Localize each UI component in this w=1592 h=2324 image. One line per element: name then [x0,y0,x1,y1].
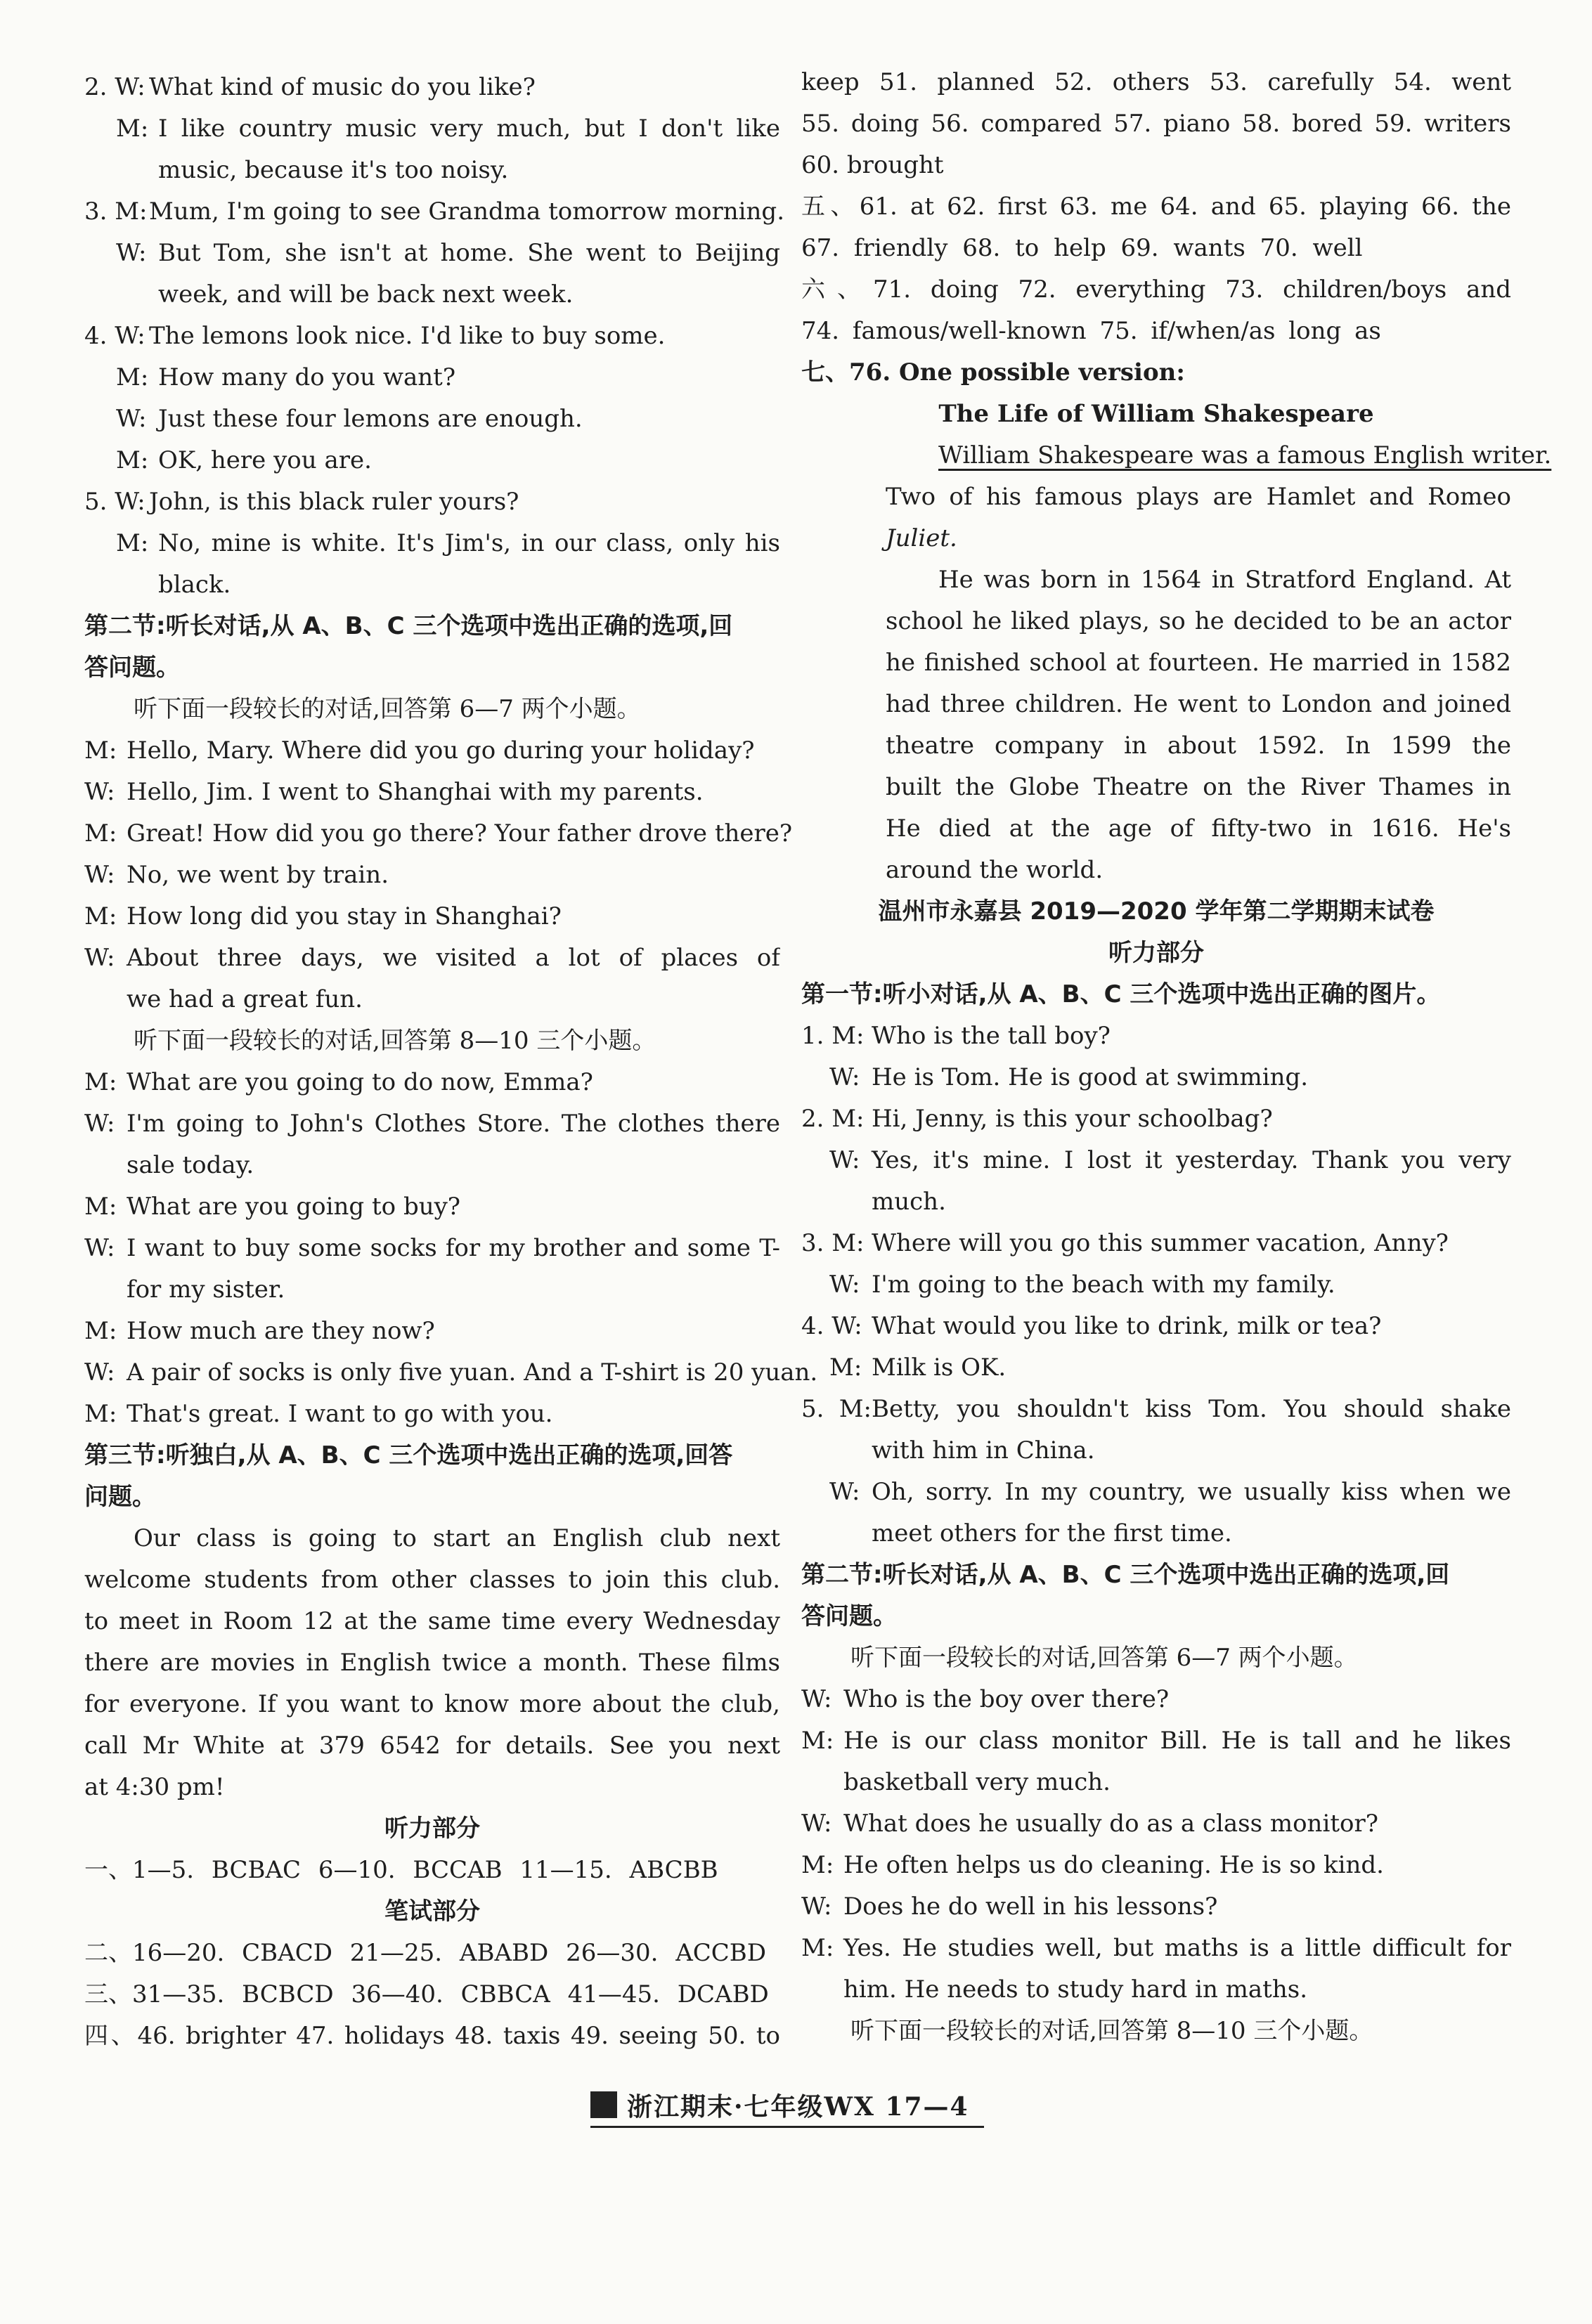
answer-line: 二、16—20. CBACD 21—25. ABABD 26—30. ACCBD [84,1939,767,1967]
essay-title: The Life of William Shakespeare [938,400,1374,428]
dialogue-line: 3. M: Where will you go this summer vacation, Anny? [801,1229,1449,1257]
square-icon [590,2091,617,2118]
dialogue-line: 2. M: Hi, Jenny, is this your schoolbag? [801,1105,1273,1133]
dialogue-line: W: Who is the boy over there? [801,1685,1170,1713]
left-column [84,67,818,2057]
dialogue-line: M: He often helps us do cleaning. He is so kind. [801,1851,1384,1879]
dialogue-line: W: Oh, sorry. In my country, we usually kiss when we [829,1478,1511,1506]
dialogue-line: W: What does he usually do as a class monitor? [801,1810,1378,1838]
right-column [801,62,1552,2052]
dialogue-line: W: I want to buy some socks for my brother and some T- [84,1234,780,1262]
page-footer [590,2084,984,2128]
dialogue-line: M: Hello, Mary. Where did you go during your holiday? [84,736,755,765]
essay-line: Two of his famous plays are Hamlet and Romeo [886,483,1511,511]
dialogue-line: M: What are you going to buy? [84,1193,461,1221]
dialogue-line: M: Yes. He studies well, but maths is a little difficult for [801,1934,1511,1962]
footer-label: 浙江期末·七年级WX 17—4 [627,2091,969,2122]
dialogue-line: M: OK, here you are. [116,446,372,474]
dialogue-line: W: About three days, we visited a lot of places of [84,944,780,972]
dialogue-line: much. [872,1188,946,1216]
answer-line: 七、76. One possible version: [801,358,1185,387]
dialogue-line: M: That's great. I want to go with you. [84,1400,553,1428]
listening-section-title: 听力部分 [1108,939,1204,967]
dialogue-line: him. He needs to study hard in maths. [843,1975,1307,2004]
dialogue-line: 4. W: The lemons look nice. I'd like to buy some. [84,322,666,350]
dialogue-line: W: Does he do well in his lessons? [801,1893,1218,1921]
section-heading: 第二节:听长对话,从 A、B、C 三个选项中选出正确的选项,回 [801,1561,1450,1589]
dialogue-line: 5. W: John, is this black ruler yours? [84,488,519,516]
section-heading: 答问题。 [801,1602,897,1630]
essay-line: built the Globe Theatre on the River Thames in [886,773,1511,801]
dialogue-line: W: Hello, Jim. I went to Shanghai with my parents. [84,778,704,806]
dialogue-line: W: I'm going to John's Clothes Store. The clothes there [84,1110,780,1138]
monologue-line: to meet in Room 12 at the same time every Wednesday [84,1607,780,1635]
dialogue-line: M: I like country music very much, but I don't like [116,115,780,143]
dialogue-line: M: How long did you stay in Shanghai? [84,902,562,930]
monologue-line: call Mr White at 379 6542 for details. See you next [84,1732,780,1760]
essay-line: William Shakespeare was a famous English writer. [938,441,1552,469]
monologue-line: welcome students from other classes to join this club. [84,1566,780,1594]
dialogue-line: W: He is Tom. He is good at swimming. [829,1063,1309,1091]
dialogue-line: basketball very much. [843,1768,1111,1796]
dialogue-line: we had a great fun. [127,985,363,1013]
dialogue-line: black. [158,571,231,599]
dialogue-line: W: But Tom, she isn't at home. She went to Beijing [116,239,780,267]
monologue-line: for everyone. If you want to know more about the club, [84,1690,780,1718]
dialogue-line: M: How much are they now? [84,1317,435,1345]
dialogue-line: 2. W: What kind of music do you like? [84,73,536,101]
dialogue-line: M: Milk is OK. [829,1353,1007,1382]
answer-line: 五、61. at 62. first 63. me 64. and 65. playing 66. the [801,193,1511,221]
section-intro: 听下面一段较长的对话,回答第 8—10 三个小题。 [134,1027,656,1055]
section-intro: 听下面一段较长的对话,回答第 8—10 三个小题。 [850,2017,1373,2045]
section-heading: 第二节:听长对话,从 A、B、C 三个选项中选出正确的选项,回 [84,612,733,640]
dialogue-line: W: No, we went by train. [84,861,389,889]
dialogue-line: for my sister. [127,1275,285,1304]
dialogue-line: M: How many do you want? [116,363,456,391]
dialogue-line: week, and will be back next week. [158,280,574,309]
answer-line: 六、71. doing 72. everything 73. children/boys and [801,275,1511,304]
dialogue-line: W: Just these four lemons are enough. [116,405,583,433]
section-heading: 第一节:听小对话,从 A、B、C 三个选项中选出正确的图片。 [801,980,1441,1008]
dialogue-line: 5. M:Betty, you shouldn't kiss Tom. You should shake [801,1395,1511,1423]
answer-line: 60. brought [801,151,944,179]
answer-line: 74. famous/well-known 75. if/when/as long as [801,317,1381,345]
section-heading: 第三节:听独白,从 A、B、C 三个选项中选出正确的选项,回答 [84,1441,733,1469]
essay-line: school he liked plays, so he decided to be an actor [886,607,1511,635]
section-heading: 问题。 [84,1483,156,1511]
section-heading: 答问题。 [84,654,180,682]
section-intro: 听下面一段较长的对话,回答第 6—7 两个小题。 [850,1644,1358,1672]
dialogue-line: W: I'm going to the beach with my family. [829,1271,1335,1299]
essay-line: Juliet. [886,524,957,552]
essay-line: He died at the age of fifty-two in 1616. He's [886,814,1511,843]
dialogue-line: 1. M: Who is the tall boy? [801,1022,1111,1050]
dialogue-line: 4. W: What would you like to drink, milk or tea? [801,1312,1382,1340]
dialogue-line: M: What are you going to do now, Emma? [84,1068,593,1096]
monologue-line: there are movies in English twice a month. These films [84,1649,780,1677]
dialogue-line: sale today. [127,1151,254,1179]
essay-line: He was born in 1564 in Stratford England. At [938,566,1511,594]
dialogue-line: M: He is our class monitor Bill. He is tall and he likes [801,1727,1511,1755]
essay-line: theatre company in about 1592. In 1599 the [886,732,1511,760]
dialogue-line: 3. M: Mum, I'm going to see Grandma tomorrow morning. [84,197,785,226]
essay-line: he finished school at fourteen. He married in 1582 [886,649,1511,677]
dialogue-line: M: No, mine is white. It's Jim's, in our class, only his [116,529,780,557]
monologue-line: at 4:30 pm! [84,1773,225,1801]
written-answers-title: 笔试部分 [384,1897,480,1926]
answer-line: 67. friendly 68. to help 69. wants 70. well [801,234,1363,262]
dialogue-line: music, because it's too noisy. [158,156,509,184]
dialogue-line: M: Great! How did you go there? Your father drove there? [84,819,793,848]
dialogue-line: with him in China. [872,1436,1095,1465]
answer-line: 55. doing 56. compared 57. piano 58. bored 59. writers [801,110,1511,138]
dialogue-line: W: Yes, it's mine. I lost it yesterday. Thank you very [829,1146,1511,1174]
dialogue-line: meet others for the first time. [872,1519,1232,1547]
listening-answers-title: 听力部分 [384,1815,480,1843]
monologue-line: Our class is going to start an English club next [134,1524,780,1552]
essay-line: had three children. He went to London and joined [886,690,1511,718]
essay-line: around the world. [886,856,1104,884]
answer-line: 四、46. brighter 47. holidays 48. taxis 49. seeing 50. to [84,2022,780,2050]
section-intro: 听下面一段较长的对话,回答第 6—7 两个小题。 [134,695,641,723]
answer-line: keep 51. planned 52. others 53. carefully 54. went [801,68,1511,96]
exam-title: 温州市永嘉县 2019—2020 学年第二学期期末试卷 [878,897,1435,926]
answer-line: 一、1—5. BCBAC 6—10. BCCAB 11—15. ABCBB [84,1856,718,1884]
dialogue-line: W: A pair of socks is only five yuan. And a T-shirt is 20 yuan. [84,1358,818,1387]
answer-line: 三、31—35. BCBCD 36—40. CBBCA 41—45. DCABD [84,1980,769,2008]
